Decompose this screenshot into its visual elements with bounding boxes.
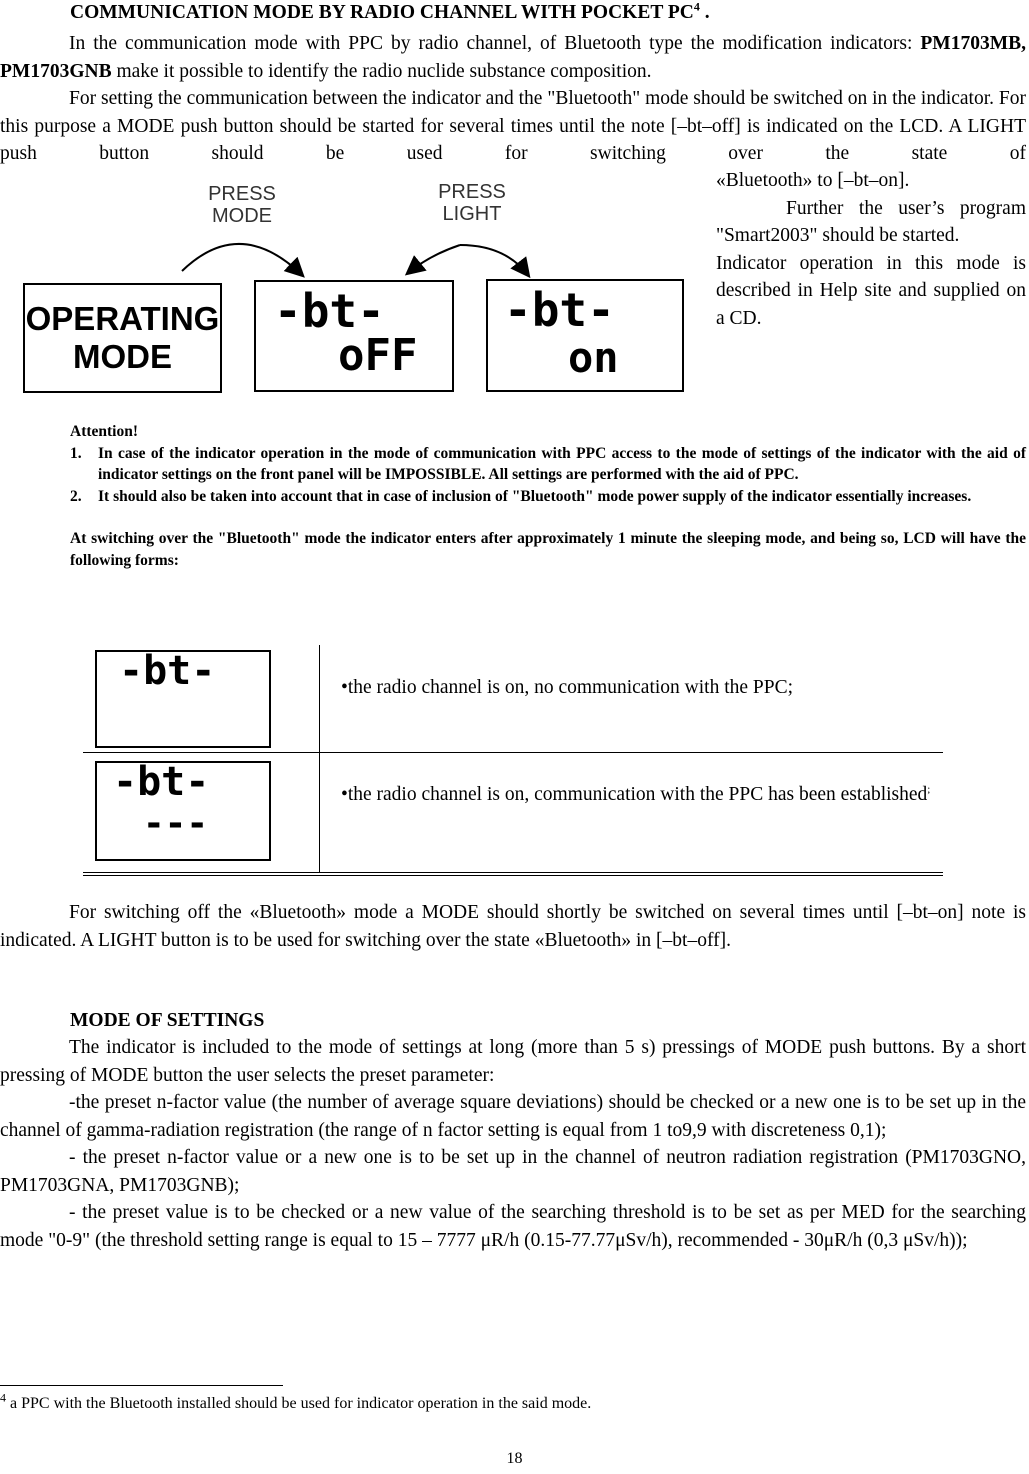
table-bottom-line-double [83,875,943,876]
press-light-label: PRESS LIGHT [438,181,506,225]
table-bottom-line [83,872,943,873]
table-divider [319,645,320,873]
attention-item: 1. In case of the indicator operation in the mode of communication with PPC access to the mode of settings of the indicator with the aid of indicator settings on the front panel will be IMPOSSIBLE. All settings are performed with the aid of PPC. [70,444,1026,483]
intro-paragraph-4: Indicator operation in this mode is described in Help site and supplied on a CD. [716,252,1026,329]
settings-paragraph-1: The indicator is included to the mode of settings at long (more than 5 s) pressings of MODE push buttons. By a short pressing of MODE button the user selects the preset parameter: [0,1037,1026,1086]
attention-section [70,421,1026,571]
settings-paragraph-4: - the preset value is to be checked or a new value of the searching threshold is to be set as per MED for the searching mode "0-9" (the threshold setting range is equal to 15 – 7777 μR/h (0.15-77.77μSv/h), recommended - 30μR/h (0,3 μSv/h)); [0,1202,1026,1251]
right-column-text [716,167,1026,332]
page-title [70,2,710,24]
footnote-mark: 4 [0,1390,6,1405]
footnote [0,1390,592,1415]
settings-paragraph-2: -the preset n-factor value (the number of average square deviations) should be checked or a new one is to be set up in the channel of gamma-radiation registration (the range of n factor setting is equal from 1 to9,9 with discreteness 0,1); [0,1092,1026,1141]
footnote-text: a PPC with the Bluetooth installed should be used for indicator operation in the said mode. [6,1395,592,1412]
settings-paragraph-3: - the preset n-factor value or a new one is to be set up in the channel of neutron radiation registration (PM1703GNO, PM1703GNA, PM1703GNB); [0,1147,1026,1196]
attention-heading: Attention! [70,423,139,440]
settings-section [0,1034,1026,1254]
light-arrow-right [460,245,528,275]
attention-item: 2. It should also be taken into account that in case of inclusion of "Bluetooth" mode power supply of the indicator essentially increases. [70,487,972,505]
page-number: 18 [506,1450,523,1467]
model-names: PM1703MB, PM1703GNB [0,33,1026,82]
press-mode-label: PRESS MODE [208,183,276,227]
table-row-lcd: -bt- --- [95,761,271,861]
lcd-off-top-text: -bt- [274,284,385,338]
light-arrow-left [408,245,460,273]
switch-off-paragraph: For switching off the «Bluetooth» mode a MODE should shortly be switched on several times until [–bt–on] note is indicated. A LIGHT button is to be used for switching over the state «Bluetooth» in [–bt–off]. [0,902,1026,951]
table-row-text: •the radio channel is on, communication with the PPC has been established; [341,783,931,805]
table-row-lcd: -bt- [95,650,271,748]
lcd-bt-off [254,280,454,392]
attention-list [70,443,1026,508]
transition-arrows [20,175,690,295]
mode-switch-diagram [20,175,690,397]
lcd-bt-on [486,279,684,392]
operating-mode-box: OPERATING MODE [23,283,222,393]
settings-heading: MODE OF SETTINGS [70,1010,265,1031]
lcd-forms-table [83,645,943,877]
sleep-note: At switching over the "Bluetooth" mode the indicator enters after approximately 1 minute the sleeping mode, and being so, LCD will have the following forms: [70,530,1026,569]
lcd-on-bottom-text: on [568,333,619,382]
intro-paragraph-3: Further the user’s program "Smart2003" should be started. [716,197,1026,246]
title-text: COMMUNICATION MODE BY RADIO CHANNEL WITH POCKET PC [70,2,694,23]
table-row-divider [83,752,943,753]
table-row-text: •the radio channel is on, no communication with the PPC; [341,677,794,698]
intro-paragraph-1: In the communication mode with PPC by radio channel, of Bluetooth type the modification indicators: PM1703MB, PM1703GNB make it possible to identify the radio nuclide substance composition. [0,33,1026,82]
mode-arrow [182,244,302,275]
title-end: . [699,2,710,23]
footnote-rule [0,1385,283,1386]
intro-paragraph-2: For setting the communication between the indicator and the "Bluetooth" mode should be switched on in the indicator. For this purpose a MODE push button should be started for several times until the note [–bt–off] is indicated on the LCD. A LIGHT push button should be used for switching over the state of [0,88,1026,164]
lcd-off-bottom-text: oFF [338,330,418,381]
intro-paragraph-2-continued: «Bluetooth» to [–bt–on]. [716,170,910,191]
lcd-on-top-text: -bt- [504,283,615,337]
title-footnote-mark: 4 [693,0,700,14]
